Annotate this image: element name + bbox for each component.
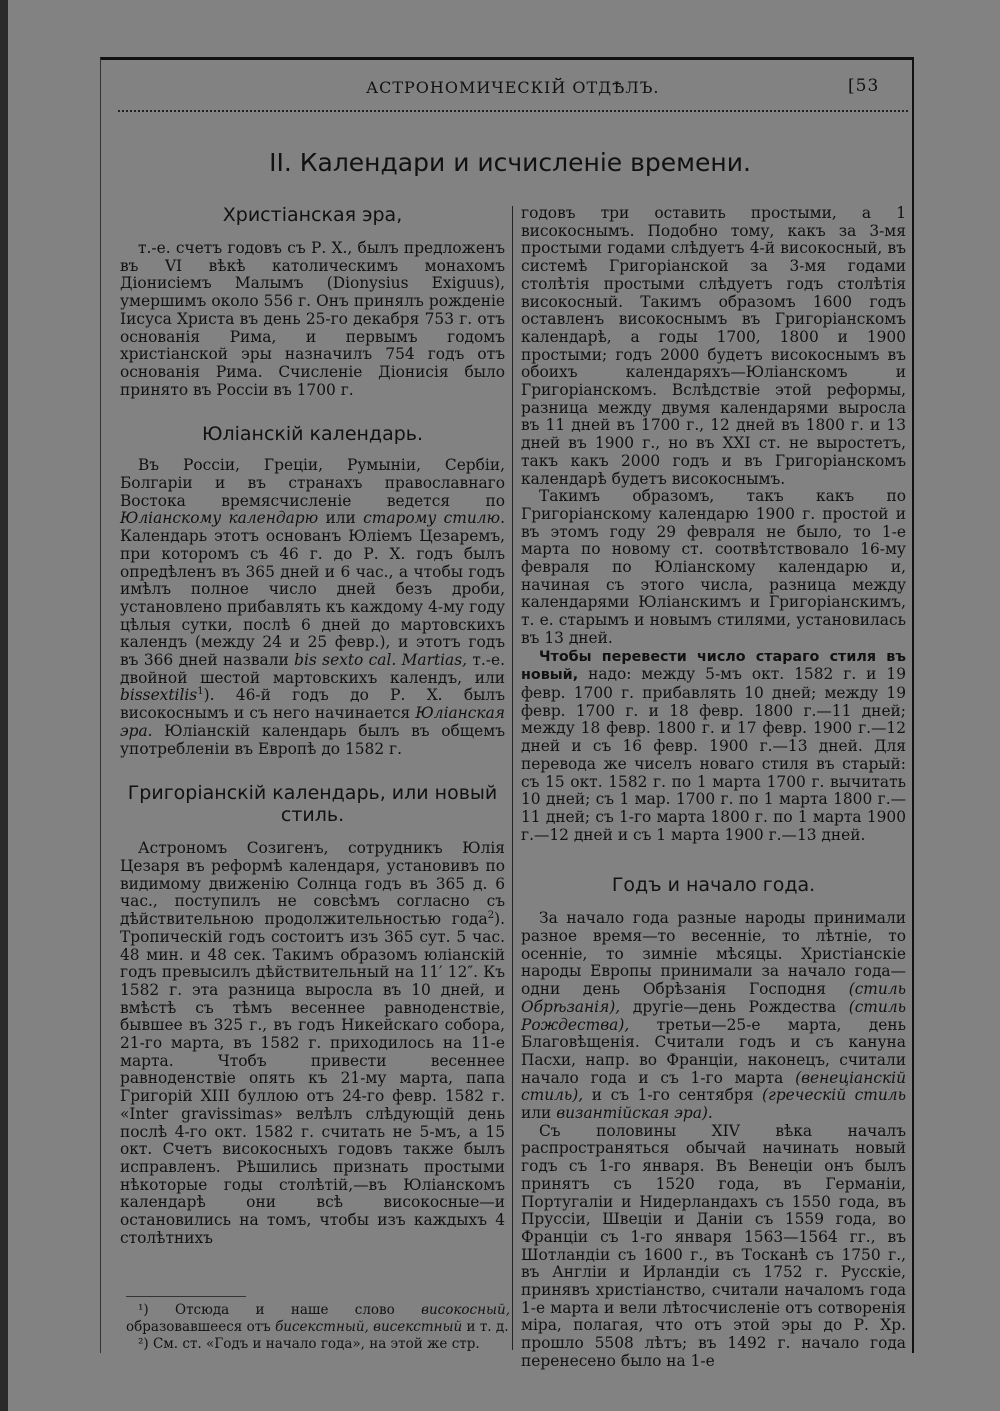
footnote-rule xyxy=(126,1296,246,1297)
emphasis: Юліанская эра. xyxy=(120,704,505,740)
emphasis: византійская эра). xyxy=(556,1104,713,1123)
paragraph-julian-calendar xyxy=(120,457,505,758)
text-run: Астрономъ Созигенъ, сотрудникъ Юлія Цезаря въ реформѣ календаря, установивъ по видимому движенію Солнца годъ въ 365 д. 6 час., поступилъ не совсѣмъ согласно съ дѣйствительною продолжительностью года xyxy=(120,839,505,929)
text-run: Календарь этотъ основанъ Юліемъ Цезаремъ, при которомъ съ 46 г. до Р. Х. годъ былъ опредѣленъ въ 365 дней и 6 час., а чтобы годъ имѣлъ полное число дней безъ дроби, установлено прибавлять къ каждому 4-му году цѣлыя сутки, послѣ 6 дней до мартовскихъ календъ (между 24 и 25 февр.), и этотъ годъ въ 366 дней назвали xyxy=(120,527,505,670)
emphasis: bissextilis xyxy=(120,686,198,705)
text-run: и съ 1-го сентября xyxy=(583,1086,763,1105)
bold-lead-in: Чтобы перевести число стараго стиля въ новый, xyxy=(521,648,906,684)
text-run: Юліанскій календарь былъ въ общемъ употребленіи въ Европѣ до 1582 г. xyxy=(120,721,505,758)
emphasis: високосный, xyxy=(421,1302,510,1318)
text-run: Въ Россіи, Греціи, Румыніи, Сербіи, Болгаріи и въ странахъ православнаго Востока времясчисленіе ведется по xyxy=(120,456,505,510)
text-run: надо: между 5-мъ окт. 1582 г. и 19 февр. 1700 г. прибавлять 10 дней; между 19 февр. 1700 г. и 18 февр. 1800 г.—11 дней; между 18 февр. 1800 г. и 17 февр. 1900 г.—12 дней и съ 16 февр. 1900 г.—13 дней. Для перевода же чиселъ новаго стиля въ старый: съ 15 окт. 1582 г. по 1 марта 1700 г. вычитать 10 дней; съ 1 мар. 1700 г. по 1 марта 1800 г.—11 дней; съ 1-го марта 1800 г. по 1 марта 1900 г.—12 дней и съ 1 марта 1900 г.—13 дней. xyxy=(521,665,906,844)
emphasis: bis sexto cal. Martias, xyxy=(294,651,468,670)
paragraph-january-adoption: Съ половины XIV вѣка началъ распространяться обычай начинать новый годъ съ 1-го января. Въ Венеціи онъ былъ принятъ съ 1520 года, въ Германіи, Португаліи и Нидерландахъ съ 1550 года, въ Пруссіи, Швеціи и Даніи съ 1559 года, во Франціи съ 1-го января 1563—1564 гг., въ Шотландіи съ 1600 г., въ Тосканѣ съ 1750 г., въ Англіи и Ирландіи съ 1752 г. Русскіе, принявъ христіанство, считали началомъ года 1-е марта и вели лѣтосчисленіе отъ сотворенія міра, полагая, что отъ этой эры до Р. Хр. прошло 5508 лѣтъ; въ 1492 г. начало года перенесено было на 1-е xyxy=(521,1121,906,1370)
text-run: другіе—день Рождества xyxy=(620,997,849,1016)
text-run: образовавшееся отъ xyxy=(126,1319,276,1335)
emphasis: бисекстный, висекстный xyxy=(275,1319,463,1335)
text-run: или xyxy=(318,509,364,528)
text-run: или xyxy=(521,1104,557,1123)
footnote-ref[interactable]: 1 xyxy=(197,686,204,698)
footnote-1 xyxy=(126,1302,510,1336)
paragraph-christian-era: т.-е. счетъ годовъ съ Р. Х., былъ предложенъ въ VI вѣкѣ католическимъ монахомъ Діонисіемъ Малымъ (Dionysius Exiguus), умершимъ около 556 г. Онъ принялъ рожденіе Іисуса Христа въ день 25-го декабря 753 г. отъ основанія Рима, и первымъ годомъ христіанской эры назначилъ 754 годъ отъ основанія Рима. Счисленіе Діонисія было принято въ Россіи въ 1700 г. xyxy=(120,239,505,399)
emphasis: (стиль Рождества), xyxy=(521,997,906,1034)
text-run: и т. д. xyxy=(462,1319,509,1335)
footnotes xyxy=(126,1302,510,1353)
text-run: ). 46-й годъ до Р. Х. былъ високоснымъ и съ него начинается xyxy=(120,686,505,723)
paragraph-gregorian-calendar xyxy=(120,840,505,1247)
header-rule xyxy=(118,110,908,112)
footnote-2: ²) См. ст. «Годъ и начало года», на этой же стр. xyxy=(138,1336,480,1352)
text-run: ¹) Отсюда и наше слово xyxy=(138,1302,422,1318)
paragraph-conversion xyxy=(521,648,906,845)
emphasis: (венеціанскій стиль), xyxy=(521,1068,906,1105)
section-heading-gregorian-calendar: Григоріанскій календарь, или новый стиль. xyxy=(127,782,498,827)
emphasis: Юліанскому календарю xyxy=(120,509,319,528)
paragraph-year-start xyxy=(521,910,906,1122)
text-run: За начало года разные народы принимали разное время—то весеннiе, то лѣтніе, то осенніе, то зимніе мѣсяцы. Христіанскіе народы Европы принимали за начало года—одни день Обрѣзанія Господня xyxy=(521,909,906,999)
emphasis: (греческій стиль xyxy=(762,1086,906,1105)
right-column xyxy=(521,205,906,1371)
page-number: [53 xyxy=(848,76,880,96)
running-head xyxy=(110,74,910,104)
text-run: ). Тропическій годъ состоитъ изъ 365 сут. 5 час. 48 мин. и 48 сек. Такимъ образомъ юліанскій годъ превысилъ дѣйствительный на 11′ 12″. Къ 1582 г. эта разница выросла въ 10 дней, и вмѣстѣ съ тѣмъ весеннее равноденствіе, бывшее въ 325 г., въ годъ Никейскаго собора, 21-го марта, въ 1582 г. приходилось на 11-е марта. Чтобъ привести весеннее равноденствіе опять къ 21-му марта, папа Григорій XIII буллою отъ 24-го февр. 1582 г. «Inter gravissimas» велѣлъ слѣдующій день послѣ 4-го окт. 1582 г. считать не 5-мъ, а 15 окт. Счетъ високосныхъ годовъ также былъ исправленъ. Рѣшились признать простыми нѣкоторые годы столѣтій,—въ Юліанскомъ календарѣ они всѣ високосные—и остановились на томъ, чтобы изъ каждыхъ 4 столѣтнихъ xyxy=(120,910,505,1247)
paragraph-difference: Такимъ образомъ, такъ какъ по Григоріанскому календарю 1900 г. простой и въ этомъ году 29 февраля не было, то 1-е марта по новому ст. соотвѣтствовало 16-му февраля по Юліанскому календарю и, начиная съ этого числа, разница между календарями Юліанскимъ и Григоріанскимъ, т. е. старымъ и новымъ стилями, установилась въ 13 дней. xyxy=(521,487,906,647)
scan-page-edge xyxy=(0,0,8,1411)
emphasis: (стиль Обрѣзанія), xyxy=(521,980,906,1016)
section-heading-christian-era: Христіанская эра, xyxy=(222,204,403,226)
emphasis: старому стилю. xyxy=(363,509,505,528)
running-head-title: АСТРОНОМИЧЕСКІЙ ОТДѢЛЪ. xyxy=(366,78,660,97)
footnote-ref[interactable]: 2 xyxy=(487,909,495,921)
paragraph-continuation: годовъ три оставить простыми, а 1 високоснымъ. Подобно тому, какъ за 3-мя простыми годами слѣдуетъ 4-й високосный, въ системѣ Григоріанской за 3-мя годами столѣтія простыми слѣдуетъ годъ столѣтія високосный. Такимъ образомъ 1600 годъ оставленъ високоснымъ въ Григоріанскомъ календарѣ, а годы 1700, 1800 и 1900 простыми; годъ 2000 будетъ високоснымъ въ обоихъ календаряхъ—Юліанскомъ и Григоріанскомъ. Вслѣдствіе этой реформы, разница между двумя календарями выросла въ 11 дней въ 1700 г., 12 дней въ 1800 г. и 13 дней въ 1900 г., но въ XXI ст. не выростетъ, такъ какъ 2000 годъ и въ Григоріанскомъ календарѣ будетъ високоснымъ. xyxy=(521,204,906,488)
section-heading-year-start: Годъ и начало года. xyxy=(611,874,816,897)
column-divider xyxy=(512,206,513,1350)
chapter-title: II. Календари и исчисленіе времени. xyxy=(269,148,751,177)
text-run: т.-е. двойной шестой мартовскихъ календъ, или xyxy=(120,651,506,687)
section-heading-julian-calendar: Юліанскій календарь. xyxy=(201,423,424,446)
left-column xyxy=(120,200,505,1247)
text-run: третьи—25-е марта, день Благовѣщенія. Считали годъ и съ кануна Пасхи, напр. во Франціи, наконецъ, считали начало года и съ 1-го марта xyxy=(521,1015,906,1087)
